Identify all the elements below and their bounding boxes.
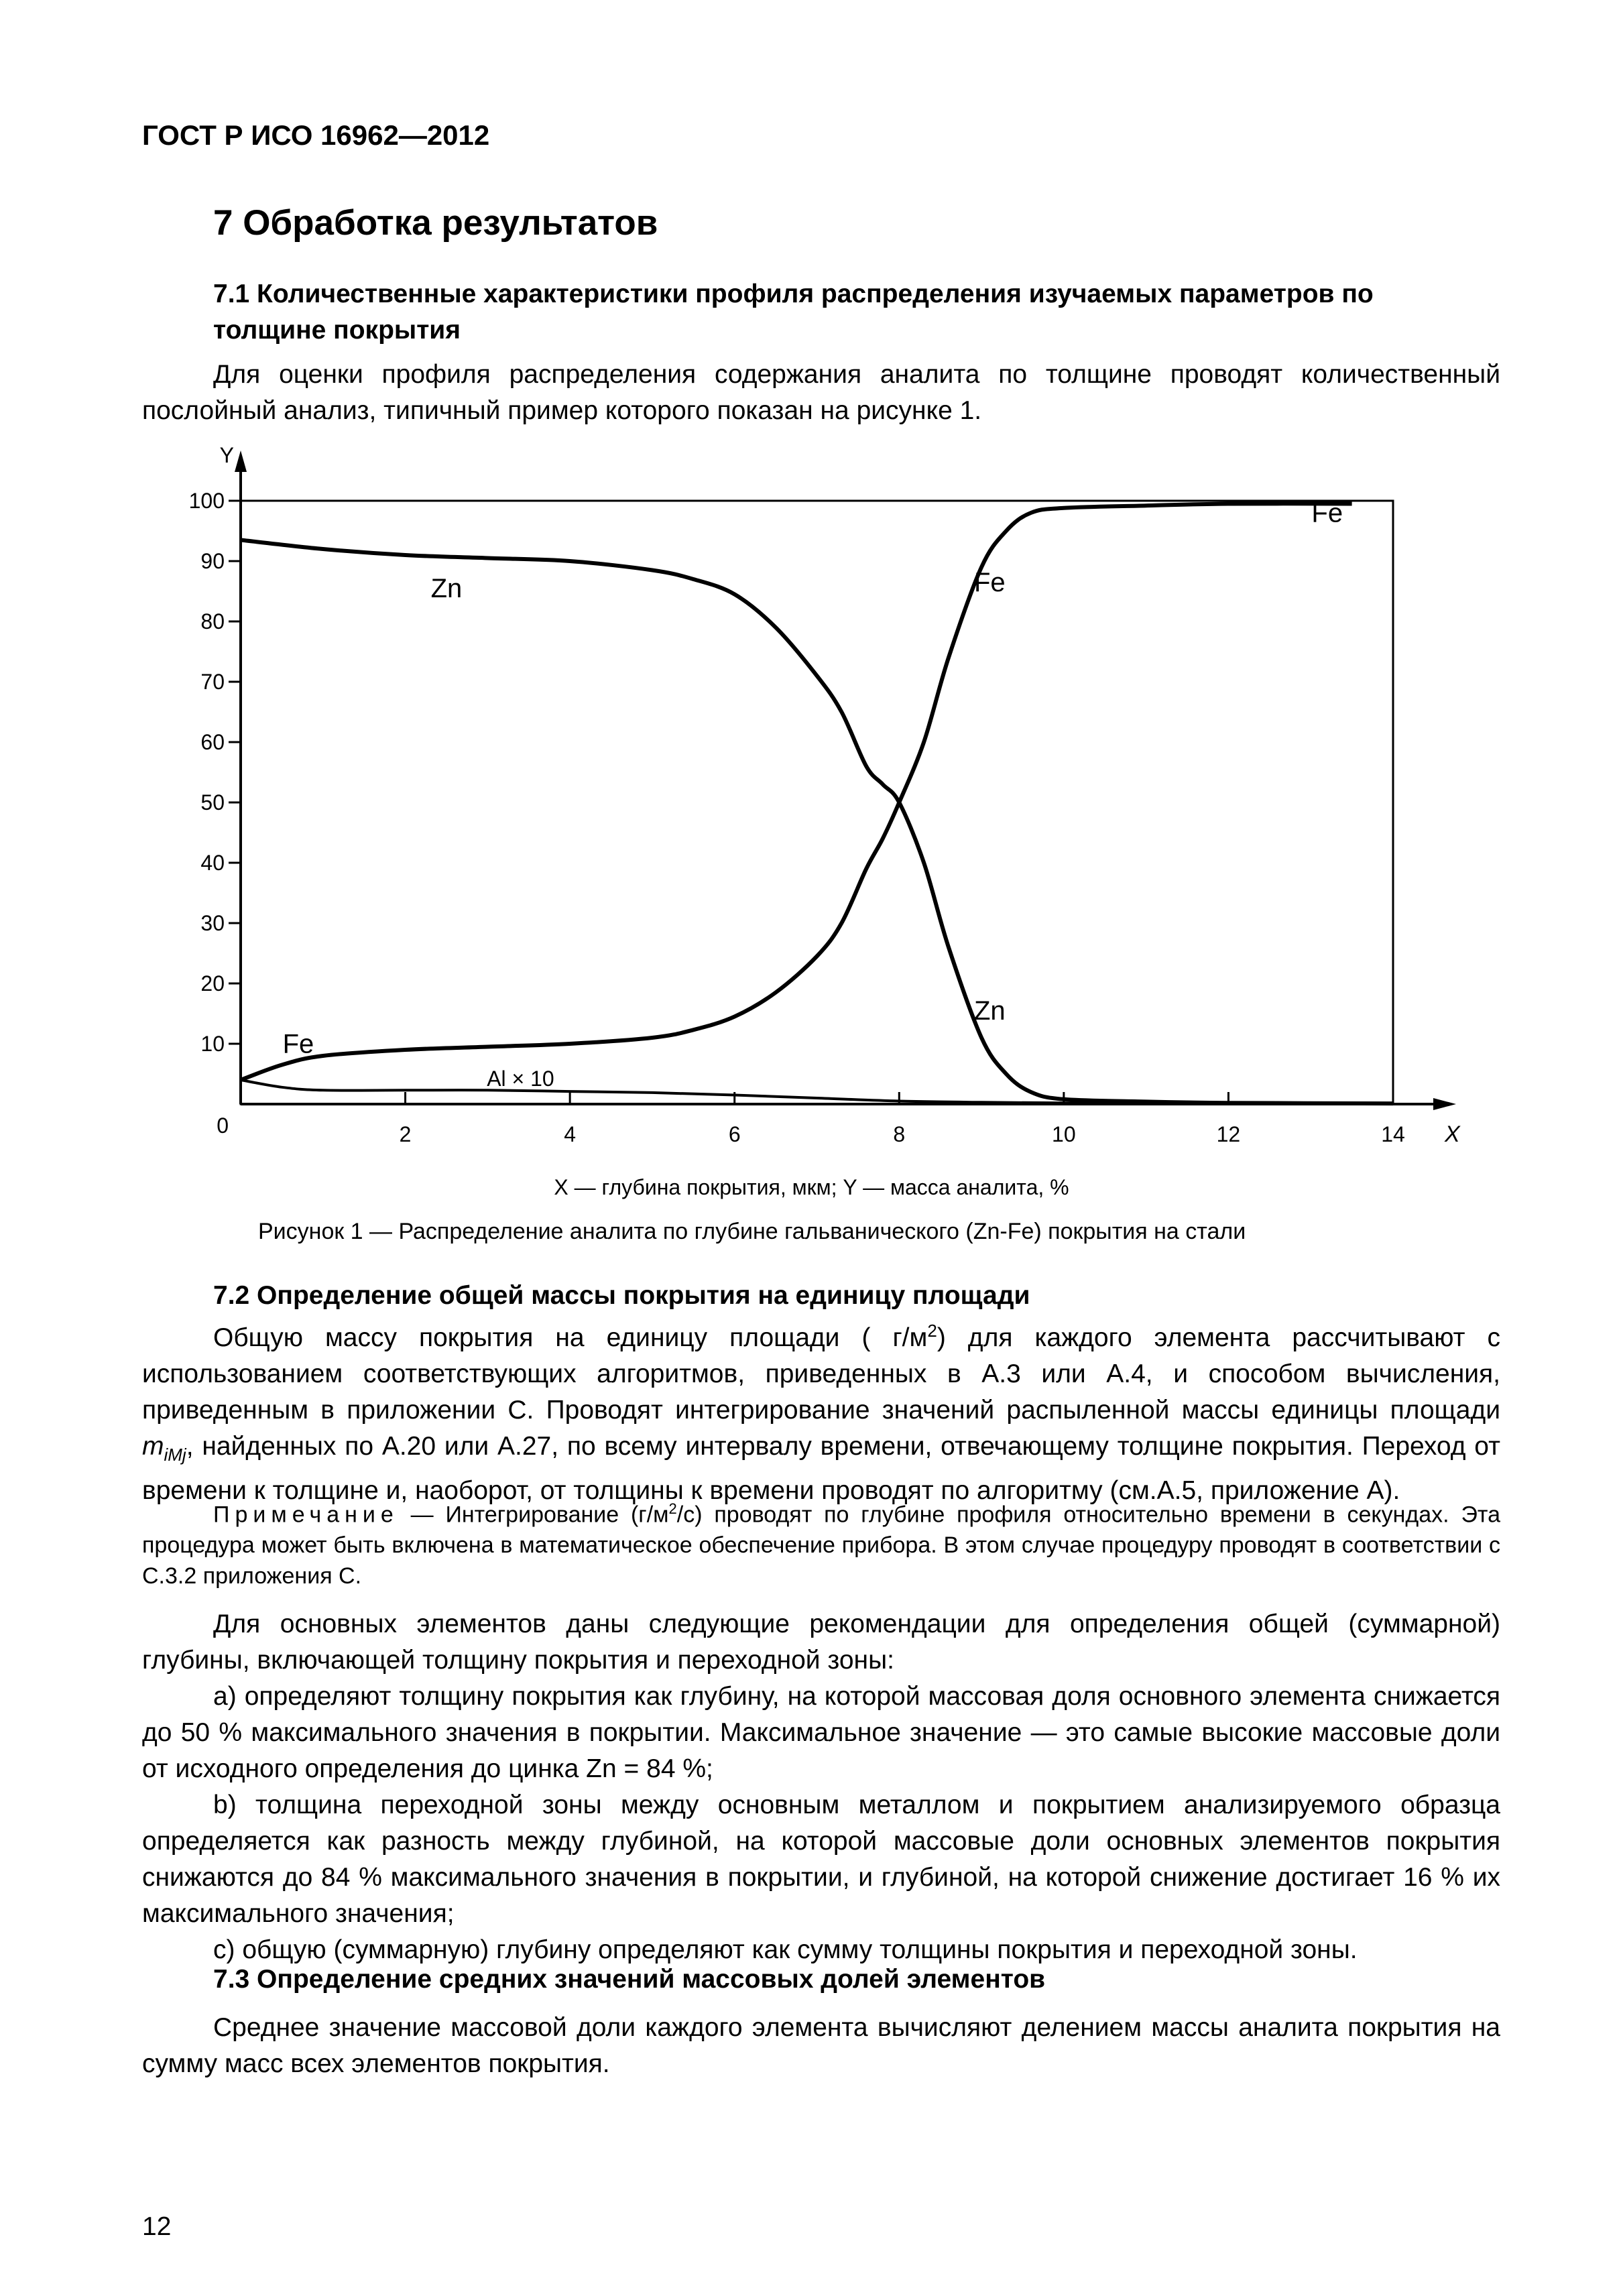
y-tick-label: 70 <box>200 670 225 694</box>
x-tick-label: 8 <box>893 1122 906 1146</box>
depth-profile-chart <box>161 442 1475 1153</box>
section-7-2-title: 7.2 Определение общей массы покрытия на единицу площади <box>213 1281 1030 1310</box>
axis-legend-text: X — глубина покрытия, мкм; Y — масса аналита, % <box>554 1175 1069 1199</box>
x-tick-label: 2 <box>399 1122 412 1146</box>
note-block <box>142 1494 1500 1591</box>
section-7-1-title: 7.1 Количественные характеристики профиля распределения изучаемых параметров по толщине покрытия <box>213 280 1374 345</box>
y-tick-label: 40 <box>200 851 225 875</box>
x-axis-arrow <box>1433 1098 1456 1110</box>
chart-ticks <box>189 489 1405 1146</box>
chart-axes <box>235 450 1456 1110</box>
section-7-title: 7 Обработка результатов <box>213 203 658 243</box>
recommendations-block <box>142 1606 1500 1968</box>
note-text: Примечание — Интегрирование $(г/м^2/с)$ проводят по глубине профиля относительно времени в секундах. Эта процедура может быть включена в математическое обеспечение прибора. В этом случае процедуру проводят в соответствии с С.3.2 приложения С. <box>142 1500 1500 1589</box>
figure-axis-legend <box>0 1174 1623 1201</box>
plot-frame <box>241 498 1393 1104</box>
curve-label: Fe <box>974 568 1006 597</box>
y-tick-label: 90 <box>200 549 225 573</box>
x-tick-label: 4 <box>564 1122 577 1146</box>
recommendations-intro: Для основных элементов даны следующие рекомендации для определения общей (суммарной) глубины, включающей толщину покрытия и переходной зоны: <box>142 1610 1500 1675</box>
section-7-1-text: Для оценки профиля распределения содержания аналита по толщине проводят количественный послойный анализ, типичный пример которого показан на рисунке 1. <box>142 360 1500 425</box>
section-7-2-paragraph-1: Общую массу покрытия на единицу площади ( $г/м^2$) для каждого элемента рассчитывают с использованием соответствующих алгоритмов, приведенных в А.3 или А.4, и способом вычисления, приведенным в приложении С. Проводят интегрирование значений распыленной массы единицы площади $m_{iMj}$, найденных по А.20 или А.27, по всему интервалу времени, отвечающему толщине покрытия. Переход от времени к толщине и, наоборот, от толщины к времени проводят по алгоритму (см.А.5, приложение А). <box>142 1321 1500 1505</box>
series-line-fe <box>241 503 1352 1080</box>
y-tick-label: 100 <box>188 489 225 513</box>
x-tick-label: 6 <box>728 1122 741 1146</box>
figure-caption: Рисунок 1 — Распределение аналита по глубине гальванического (Zn-Fe) покрытия на стали <box>258 1219 1246 1244</box>
y-axis-label: Y <box>219 443 234 467</box>
section-7-1-paragraph <box>142 357 1500 429</box>
y-axis-arrow <box>235 450 247 472</box>
x-tick-label: 10 <box>1052 1122 1076 1146</box>
section-7-3-paragraph <box>142 2010 1500 2082</box>
x-tick-label: 14 <box>1381 1122 1405 1146</box>
section-7-2-body <box>142 1313 1500 1509</box>
section-7-3-title: 7.3 Определение средних значений массовых долей элементов <box>213 1965 1046 1994</box>
curve-label: Zn <box>430 574 463 603</box>
y-tick-label: 80 <box>200 609 225 633</box>
chart-labels <box>220 443 1461 1147</box>
series-line-al <box>241 1080 1393 1103</box>
item-b: b) толщина переходной зоны между основным металлом и покрытием анализируемого образца определяется как разность между глубиной, на которой массовые доли основных элементов покрытия снижаются до 84 % максимального значения в покрытии, и глубиной, на которой снижение достигает 16 % их максимального значения; <box>142 1791 1500 1928</box>
document-header: ГОСТ Р ИСО 16962—2012 <box>142 119 490 151</box>
page-number: 12 <box>142 2212 172 2241</box>
curve-label: Fe <box>1311 498 1343 528</box>
item-c: c) общую (суммарную) глубину определяют как сумму толщины покрытия и переходной зоны. <box>213 1935 1358 1964</box>
y-tick-label: 20 <box>200 971 225 995</box>
y-tick-label: 10 <box>200 1032 225 1056</box>
item-a: a) определяют толщину покрытия как глубину, на которой массовая доля основного элемента снижается до 50 % максимального значения в покрытии. Максимальное значение — это самые высокие массовые доли от исходного определения до цинка Zn = 84 %; <box>142 1682 1500 1783</box>
x-axis-label: X <box>1445 1122 1460 1147</box>
x-tick-label: 12 <box>1216 1122 1241 1146</box>
curve-label: Fe <box>282 1029 314 1059</box>
y-tick-label: 30 <box>200 911 225 935</box>
y-tick-label: 60 <box>200 730 225 754</box>
curve-label: Zn <box>974 996 1006 1026</box>
section-7-3-text: Среднее значение массовой доли каждого элемента вычисляют делением массы аналита покрытия на сумму масс всех элементов покрытия. <box>142 2013 1500 2078</box>
chart-lines <box>241 503 1393 1103</box>
curve-label: Al × 10 <box>487 1067 554 1091</box>
y-tick-label: 50 <box>200 790 225 814</box>
series-line-zn <box>241 540 1393 1104</box>
x-tick-label: 0 <box>217 1113 229 1138</box>
